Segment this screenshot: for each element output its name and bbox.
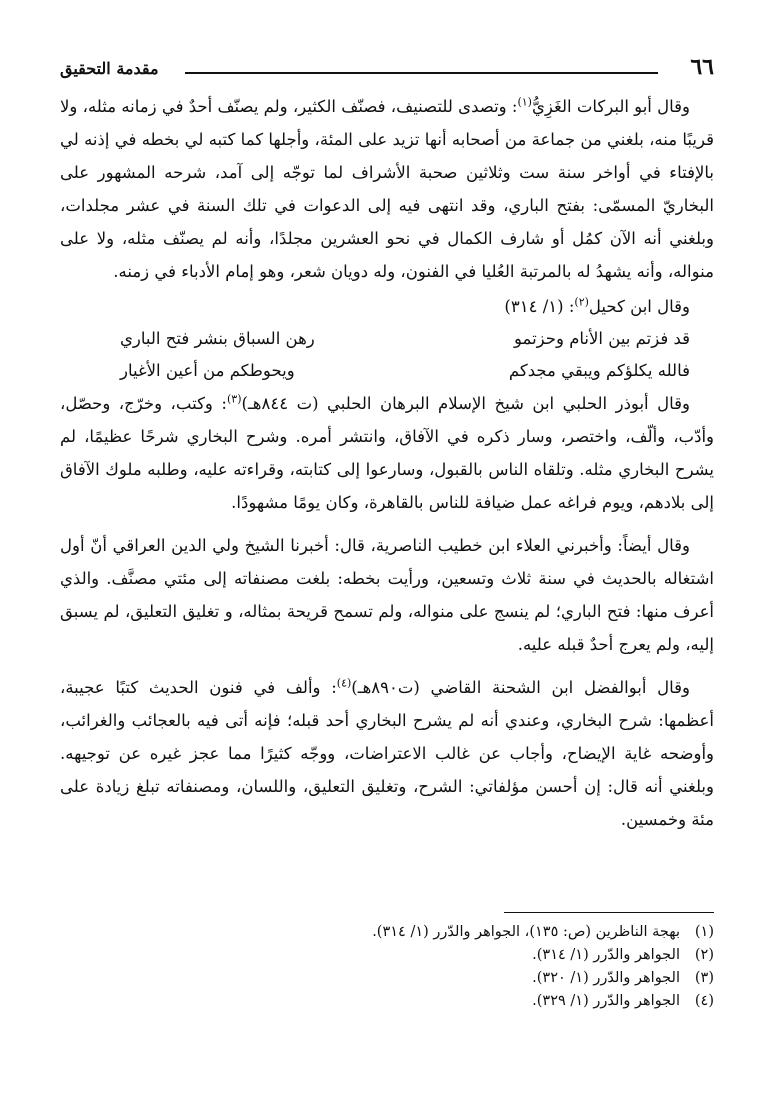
footnote-number: (٤)	[694, 993, 714, 1009]
footnote-ref-3[interactable]: (٣)	[226, 392, 242, 406]
footnote-text: الجواهر والدّرر (١/ ٣١٤).	[532, 947, 680, 963]
paragraph-lead: وقال أبوالفضل ابن الشحنة القاضي (ت٨٩٠هـ)	[351, 678, 690, 697]
footnote-text: بهجة الناظرين (ص: ١٣٥)، الجواهر والدّرر (١/ ٣١٤).	[372, 924, 680, 940]
running-title: مقدمة التحقيق	[60, 59, 159, 78]
footnote-ref-2[interactable]: (٢)	[574, 295, 589, 309]
paragraph-ibn-shihna	[60, 671, 714, 836]
footnote-ref-1[interactable]: (١)	[517, 95, 532, 109]
footnote-number: (٢)	[694, 947, 714, 963]
footnote-number: (٣)	[694, 970, 714, 986]
poem-line-2	[60, 355, 714, 387]
footnote-ref-4[interactable]: (٤)	[336, 676, 352, 690]
poem-hemistich-second: ويحوطكم من أعين الأغيار	[120, 361, 295, 380]
poem-intro-lead: وقال ابن كحيل	[588, 297, 690, 316]
footnote-number: (١)	[694, 924, 714, 940]
footnote-rule	[504, 912, 714, 913]
poem-hemistich-first: قد فزتم بين الأنام وحزتمو	[514, 329, 690, 348]
footnote-text: الجواهر والدّرر (١/ ٣٢٩).	[532, 993, 680, 1009]
footnote-item	[60, 944, 714, 967]
paragraph-body: : وألف في فنون الحديث كتبًا عجيبة، أعظمها: شرح البخاري، وعندي أنه لم يشرح البخاري أحد قبله؛ فإنه أتى فيه بالعجائب والغرائب، وأوضحه غاية الإيضاح، وأجاب عن غالب الاعتراضات، ووجّه كثيرًا مما عجز غيره عن توجيهه. وبلغني أنه قال: إن أحسن مؤلفاتي: الشرح، وتغليق التعليق، واللسان، ومصنفاته تبلغ زيادة على مئة وخمسين.	[60, 678, 714, 829]
footnote-item	[60, 990, 714, 1013]
paragraph-lead: وقال أبوذر الحلبي ابن شيخ الإسلام البرهان الحلبي (ت ٨٤٤هـ)	[241, 394, 691, 413]
poem-hemistich-second: رهن السباق بنشر فتح الباري	[120, 329, 315, 348]
poem-line-1	[60, 323, 714, 355]
footnote-item	[60, 921, 714, 944]
poem-intro	[60, 290, 714, 323]
paragraph-ghazzi	[60, 90, 714, 288]
paragraph-body: : وكتب، وخرّج، وحصّل، وأدّب، وألّف، واختصر، وسار ذكره في الآفاق، وانتشر أمره. وشرح البخاري شرحًا عظيمًا، لم يشرح البخاري مثله. وتلقاه الناس بالقبول، وسارعوا إلى كتابته، وقراءته عليه، وطلبه ملوك الآفاق إلى بلادهم، ويوم فراغه عمل ضيافة للناس بالقاهرة، وكان يومًا مشهودًا.	[60, 394, 714, 512]
book-page	[60, 50, 714, 838]
paragraph-body: وقال أيضاً: وأخبرني العلاء ابن خطيب الناصرية، قال: أخبرنا الشيخ ولي الدين العراقي أنّ أول اشتغاله بالحديث في سنة ثلاث وتسعين، ورأيت بخطه: بلغت مصنفاته إلى مئتي مصنَّف. والذي أعرف منها: فتح الباري؛ لم ينسج على منواله، ولم تسمح قريحة بمثاله، و تغليق التعليق، لم يسبق إليه، ولم يعرج أحدٌ قبله عليه.	[60, 536, 714, 654]
paragraph-body: : وتصدى للتصنيف، فصنّف الكثير، ولم يصنّف أحدٌ في زمانه مثله، ولا قريبًا منه، بلغني من جماعة من أصحابه أنها تزيد على المئة، وأجلها كما كتبه لي بخطه في إذنه لي بالإفتاء في أواخر سنة ست وثلاثين صحبة الأشراف لما توجّه إلى آمد، شرحه المشهور على البخاريّ المسمّى: بفتح الباري، وقد انتهى فيه إلى الدعوات في تلك السنة في عشر مجلدات، وبلغني أنه الآن كمُل أو شارف الكمال في نحو العشرين مجلدًا، وأنه لم يصنّف مثله، ولا على منواله، وأنه يشهدُ له بالمرتبة العُليا في الفنون، وله دويان شعر، وهو إمام الأدباء في زمنه.	[60, 97, 714, 281]
paragraph-lead: وقال أبو البركات الغَزِيُّ	[531, 97, 691, 116]
paragraph-abu-dhar	[60, 387, 714, 519]
footnote-text: الجواهر والدّرر (١/ ٣٢٠).	[532, 970, 680, 986]
footnotes-section	[60, 912, 714, 1013]
poem-intro-ref: : (١/ ٣١٤)	[504, 297, 575, 316]
paragraph-iraqi	[60, 529, 714, 661]
poem-hemistich-first: فالله يكلؤكم ويبقي مجدكم	[508, 361, 690, 380]
footnote-item	[60, 967, 714, 990]
page-number: ٦٦	[690, 54, 714, 80]
header-rule	[185, 72, 658, 74]
page-header	[60, 50, 714, 90]
